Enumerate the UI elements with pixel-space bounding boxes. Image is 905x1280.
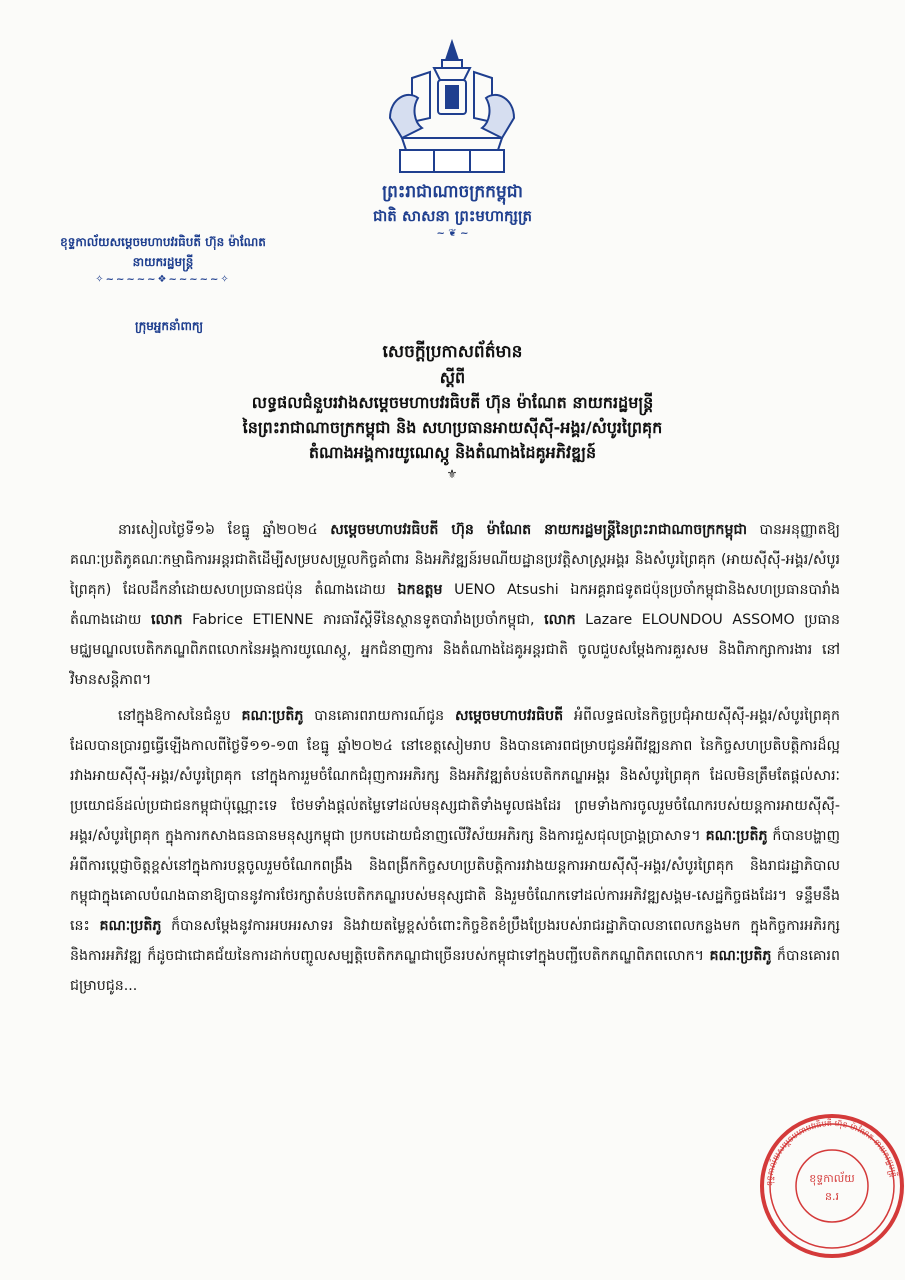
motto-ornament: ~ ❦ ~ bbox=[436, 228, 469, 239]
national-motto: ជាតិ សាសនា ព្រះមហាក្សត្រ bbox=[373, 207, 532, 225]
text-run: បានអនុញ្ញាតឱ្យគណៈប្រតិភូគណៈកម្មាធិការអន្តរជាតិដើម្បីសម្របសម្រួលកិច្ចគាំពារ និងអភិវឌ្ឍន៍រមណីយដ្ឋានប្រវត្តិសាស្ត្រអង្គរ និងសំបូរព្រៃគុក (អាយស៊ីស៊ី-អង្គរ/សំបូរព្រៃគុក) ដែលដឹកនាំដោយសហប្រធានជប៉ុន តំណាងដោយ bbox=[70, 522, 841, 598]
prime-minister-position: នាយករដ្ឋមន្ត្រី bbox=[132, 255, 194, 269]
paragraph-2 bbox=[70, 701, 840, 1001]
press-release-title bbox=[120, 340, 785, 483]
seal-ring-text: ខុទ្ទកាល័យសម្តេចមហាបវរធិបតី ហ៊ុន ម៉ាណែត នាយករដ្ឋមន្ត្រី bbox=[764, 1118, 899, 1187]
text-run: ក៏បានសម្តែងនូវការអបអរសាទរ និងវាយតម្លៃខ្ពស់ចំពោះកិច្ចខិតខំប្រឹងប្រែងរបស់រាជរដ្ឋាភិបាលនាពេលកន្លងមក ក្នុងកិច្ចការអភិរក្ស និងការអភិវឌ្ឍ ក៏ដូចជាជោគជ័យនៃការដាក់បញ្ចូលសម្បត្តិបេតិកភណ្ឌជាច្រើនរបស់កម្ពុជាទៅក្នុងបញ្ជីបេតិកភណ្ឌពិភពលោក។ bbox=[70, 918, 840, 964]
bold-text-run: ឯកឧត្តម bbox=[397, 582, 443, 598]
ornament-divider: ✧~~~~~❖~~~~~✧ bbox=[95, 274, 231, 285]
bold-text-run: លោក bbox=[544, 612, 576, 628]
title-line-1: សេចក្តីប្រកាសព័ត៌មាន bbox=[382, 342, 523, 362]
cabinet-office-block bbox=[38, 232, 288, 288]
bold-text-run: គណៈប្រតិភូ bbox=[241, 708, 304, 724]
text-run: បានគោរពរាយការណ៍ជូន bbox=[303, 708, 456, 724]
kingdom-header bbox=[300, 180, 605, 240]
bold-text-run: សម្តេចមហាបវរធិបតី ហ៊ុន ម៉ាណែត នាយករដ្ឋមន្ត្រីនៃព្រះរាជាណាចក្រកម្ពុជា bbox=[330, 522, 747, 538]
bold-text-run: លោក bbox=[150, 612, 183, 628]
seal-number: ន.រ bbox=[825, 1190, 839, 1203]
royal-coat-of-arms-emblem bbox=[372, 38, 532, 178]
text-run: ក៏បានគោរពជម្រាបជូន... bbox=[70, 948, 840, 994]
text-run: នារសៀលថ្ងៃទី១៦ ខែធ្នូ ឆ្នាំ២០២៤ bbox=[118, 522, 331, 538]
text-run: អំពីលទ្ធផលនៃកិច្ចប្រជុំអាយស៊ីស៊ី-អង្គរ/សំបូរព្រៃគុក ដែលបានប្រារព្ធធ្វើឡើងកាលពីថ្ងៃទី១១-១៣ ខែធ្នូ ឆ្នាំ២០២៤ នៅខេត្តសៀមរាប និងបានគោរពជម្រាបជូនអំពីវឌ្ឍនភាព នៃកិច្ចសហប្រតិបត្តិការដ៏ល្អរវាងអាយស៊ីស៊ី-អង្គរ/សំបូរព្រៃគុក នៅក្នុងការរួមចំណែកជំរុញការអភិរក្ស និងអភិវឌ្ឍតំបន់បេតិកភណ្ឌអង្គរ និងសំបូរព្រៃគុក ដែលមិនត្រឹមតែផ្តល់សារៈប្រយោជន៍ដល់ប្រជាជនកម្ពុជាប៉ុណ្ណោះទេ ថែមទាំងផ្តល់តម្លៃទៅដល់មនុស្សជាតិទាំងមូលផងដែរ ព្រមទាំងការចូលរួមចំណែករបស់យន្តការអាយស៊ីស៊ី-អង្គរ/សំបូរព្រៃគុក ក្នុងការកសាងធនធានមនុស្សកម្ពុជា ប្រកបដោយជំនាញលើវិស័យអភិរក្ស និងការជួសជុលប្រាង្គប្រាសាទ។ bbox=[70, 708, 840, 844]
kingdom-name: ព្រះរាជាណាចក្រកម្ពុជា bbox=[382, 182, 523, 202]
text-run: Lazare ELOUNDOU ASSOMO ប្រធានមជ្ឈមណ្ឌលបេតិកភណ្ឌពិភពលោកនៃអង្គការយូណេស្កូ, អ្នកជំនាញការ និងតំណាងដៃគូអន្តរជាតិ ចូលជួបសម្តែងការគួរសម និងពិភាក្សាការងារ នៅវិមានសន្តិភាព។ bbox=[70, 612, 840, 688]
text-run: ក៏បានបង្ហាញអំពីការប្តេជ្ញាចិត្តខ្ពស់នៅក្នុងការបន្តចូលរួមចំណែកពង្រឹង និងពង្រីកកិច្ចសហប្រតិបត្តិការរវាងយន្តការអាយស៊ីស៊ី-អង្គរ/សំបូរព្រៃគុក និងរាជរដ្ឋាភិបាលកម្ពុជាក្នុងគោលបំណងធានាឱ្យបាននូវការថែរក្សាតំបន់បេតិកភណ្ឌរបស់មនុស្សជាតិ និងរួមចំណែកទៅដល់ការអភិវឌ្ឍសង្គម-សេដ្ឋកិច្ចផងដែរ។ ទន្ទឹមនឹងនេះ bbox=[70, 828, 840, 934]
text-run: នៅក្នុងឱកាសនៃជំនួប bbox=[118, 708, 242, 724]
title-ornament: ⚜ bbox=[446, 467, 459, 481]
text-run: UENO Atsushi ឯកអគ្គរាជទូតជប៉ុនប្រចាំកម្ពុជានិងសហប្រធានបារាំង តំណាងដោយ bbox=[70, 582, 840, 628]
bold-text-run: គណៈប្រតិភូ bbox=[709, 948, 772, 964]
cabinet-name: ខុទ្ទកាល័យសម្តេចមហាបវរធិបតី ហ៊ុន ម៉ាណែត bbox=[60, 235, 266, 249]
text-run: Fabrice ETIENNE ភារធារីស្តីទីនៃស្ថានទូតបារាំងប្រចាំកម្ពុជា, bbox=[182, 612, 545, 628]
press-release-body bbox=[70, 515, 840, 1007]
official-red-seal-stamp bbox=[752, 1108, 905, 1258]
seal-top-text: ខុទ្ទកាល័យ bbox=[809, 1172, 855, 1185]
bold-text-run: សម្តេចមហាបវរធិបតី bbox=[455, 708, 564, 724]
bold-text-run: គណៈប្រតិភូ bbox=[99, 918, 162, 934]
title-line-3: លទ្ធផលជំនួបរវាងសម្តេចមហាបវរធិបតី ហ៊ុន ម៉ាណែត នាយករដ្ឋមន្ត្រី bbox=[251, 393, 654, 412]
bold-text-run: គណៈប្រតិភូ bbox=[705, 828, 768, 844]
title-line-5: តំណាងអង្គការយូណេស្កូ និងតំណាងដៃគូអភិវឌ្ឍន៍ bbox=[308, 443, 597, 462]
spokesperson-unit: ក្រុមអ្នកនាំពាក្យ bbox=[135, 319, 204, 333]
title-line-4: នៃព្រះរាជាណាចក្រកម្ពុជា និង សហប្រធានអាយស៊ីស៊ី-អង្គរ/សំបូរព្រៃគុក bbox=[242, 418, 663, 437]
title-line-2: ស្តីពី bbox=[439, 368, 466, 387]
paragraph-1 bbox=[70, 515, 840, 695]
